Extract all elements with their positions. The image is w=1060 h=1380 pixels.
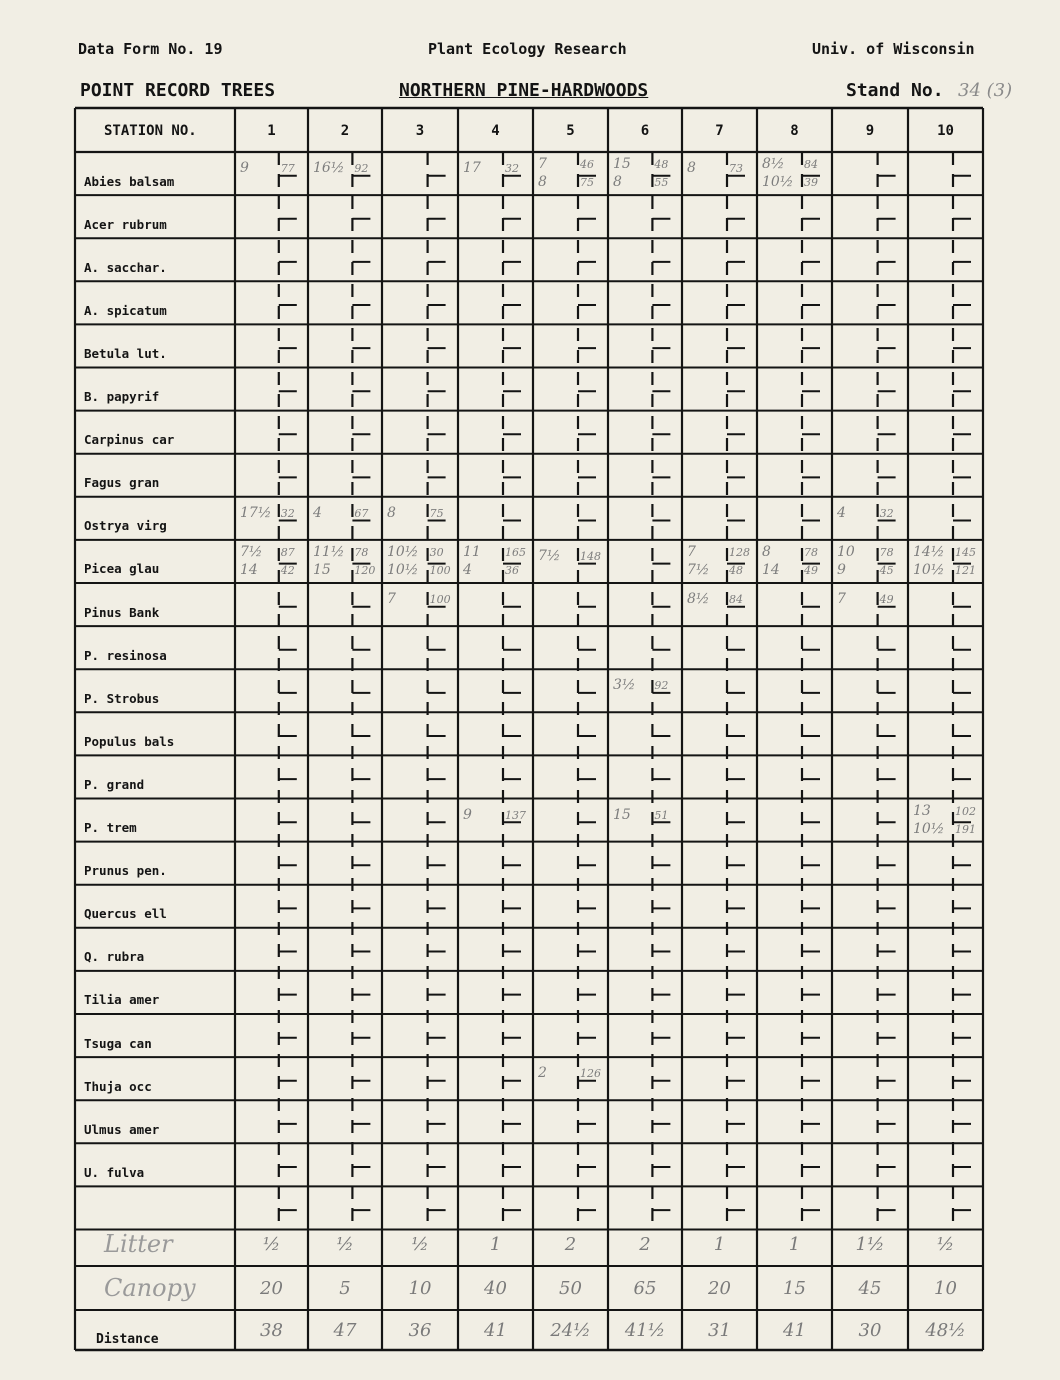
diameter-entry: 17½ [240, 504, 272, 521]
value-entry: 32 [505, 162, 519, 175]
value-entry: 42 [280, 563, 295, 577]
litter-value: 2 [639, 1234, 651, 1255]
species-label: Picea glau [84, 561, 160, 577]
value-entry: 121 [955, 563, 976, 577]
diameter-entry: 15 [613, 156, 631, 172]
species-label: Betula lut. [84, 345, 167, 361]
value-entry: 75 [580, 176, 594, 189]
diameter-entry: 7 [538, 156, 547, 172]
diameter-entry: 4 [837, 504, 846, 521]
stand-number: 34 (3) [958, 80, 1013, 101]
diameter-entry: 10½ [913, 820, 945, 837]
distance-value: 24½ [550, 1320, 591, 1341]
litter-value: 2 [564, 1234, 577, 1255]
value-entry: 128 [729, 545, 750, 559]
value-entry: 92 [354, 162, 369, 175]
station-number: 6 [640, 123, 650, 139]
species-label: Acer rubrum [84, 216, 167, 232]
canopy-value: 50 [559, 1278, 582, 1299]
university: Univ. of Wisconsin [812, 40, 975, 58]
value-entry: 46 [580, 158, 594, 171]
litter-value: 1½ [855, 1234, 885, 1255]
distance-value: 41 [783, 1320, 806, 1341]
value-entry: 49 [879, 593, 894, 606]
species-label: Pinus Bank [84, 604, 160, 620]
canopy-value: 5 [339, 1278, 351, 1299]
canopy-value: 20 [260, 1278, 283, 1299]
value-entry: 55 [654, 176, 669, 189]
litter-value: ½ [336, 1234, 354, 1255]
diameter-entry: 8 [687, 160, 696, 176]
diameter-entry: 13 [913, 802, 931, 819]
diameter-entry: 7 [837, 591, 846, 607]
litter-value: 1 [788, 1234, 801, 1255]
value-entry: 84 [729, 593, 743, 606]
value-entry: 148 [580, 549, 601, 563]
canopy-value: 20 [708, 1278, 731, 1299]
value-entry: 120 [354, 563, 376, 577]
value-entry: 84 [804, 158, 818, 171]
species-label: Thuja occ [84, 1078, 152, 1094]
litter-label: Litter [104, 1230, 173, 1258]
diameter-entry: 7 [687, 543, 696, 560]
value-entry: 78 [879, 545, 894, 559]
value-entry: 78 [354, 545, 369, 559]
species-label: Prunus pen. [84, 863, 167, 879]
diameter-entry: 10½ [387, 561, 419, 578]
station-number: 7 [715, 123, 724, 139]
value-entry: 126 [580, 1067, 601, 1081]
canopy-value: 45 [858, 1278, 882, 1299]
value-entry: 77 [280, 162, 295, 175]
diameter-entry: 9 [240, 160, 249, 176]
diameter-entry: 10½ [387, 543, 419, 560]
species-label: Q. rubra [84, 949, 145, 965]
value-entry: 92 [654, 679, 669, 693]
diameter-entry: 11½ [313, 543, 345, 560]
organization: Plant Ecology Research [428, 40, 627, 58]
stand-label: Stand No. [846, 80, 944, 101]
diameter-entry: 15 [313, 561, 331, 578]
distance-value: 38 [260, 1320, 283, 1341]
value-entry: 32 [280, 506, 295, 520]
station-number: 10 [937, 123, 954, 139]
litter-value: ½ [936, 1234, 955, 1255]
species-label: U. fulva [84, 1164, 145, 1180]
value-entry: 39 [804, 176, 818, 189]
diameter-entry: 3½ [613, 677, 636, 694]
diameter-entry: 9 [837, 561, 846, 578]
species-label: Ostrya virg [84, 518, 167, 534]
species-label: Ulmus amer [84, 1121, 160, 1137]
community-title: NORTHERN PINE-HARDWOODS [399, 80, 649, 101]
litter-value: 1 [713, 1234, 726, 1255]
species-label: Quercus ell [84, 906, 167, 922]
value-entry: 30 [429, 545, 444, 559]
diameter-entry: 14 [240, 561, 258, 578]
canopy-value: 10 [408, 1278, 432, 1299]
value-entry: 45 [879, 563, 894, 577]
diameter-entry: 14 [762, 561, 780, 578]
value-entry: 48 [729, 563, 743, 577]
species-label: Fagus gran [84, 475, 160, 491]
diameter-entry: 10½ [762, 174, 794, 190]
form-number: Data Form No. 19 [78, 40, 223, 58]
canopy-value: 10 [934, 1278, 957, 1299]
diameter-entry: 11 [463, 543, 481, 560]
diameter-entry: 8½ [687, 591, 710, 607]
value-entry: 32 [879, 506, 894, 520]
species-label: Tsuga can [84, 1035, 152, 1051]
diameter-entry: 7½ [240, 543, 263, 560]
distance-value: 41½ [624, 1320, 666, 1341]
species-label: B. papyrif [84, 389, 160, 405]
species-label: Abies balsam [84, 173, 175, 189]
distance-value: 47 [333, 1320, 357, 1341]
value-entry: 73 [729, 162, 743, 175]
station-number: 9 [865, 123, 875, 139]
distance-value: 48½ [925, 1320, 966, 1341]
value-entry: 102 [955, 804, 976, 818]
value-entry: 100 [429, 593, 451, 606]
canopy-label: Canopy [104, 1274, 196, 1302]
value-entry: 137 [505, 808, 526, 822]
value-entry: 36 [505, 563, 519, 577]
diameter-entry: 16½ [313, 160, 345, 176]
diameter-entry: 9 [463, 806, 472, 823]
diameter-entry: 10½ [913, 561, 945, 578]
species-label: P. trem [84, 820, 137, 836]
value-entry: 48 [654, 158, 669, 171]
station-number: 8 [790, 123, 799, 139]
station-number: 4 [491, 123, 500, 139]
value-entry: 87 [280, 545, 295, 559]
species-label: P. Strobus [84, 690, 160, 706]
diameter-entry: 4 [463, 561, 472, 578]
diameter-entry: 14½ [913, 543, 945, 560]
diameter-entry: 8 [613, 174, 622, 190]
diameter-entry: 15 [613, 806, 631, 823]
species-label: P. resinosa [84, 647, 167, 663]
station-number: 1 [267, 123, 276, 139]
diameter-entry: 8 [387, 504, 396, 521]
value-entry: 51 [654, 808, 669, 822]
litter-value: ½ [262, 1234, 281, 1255]
value-entry: 191 [955, 822, 976, 836]
diameter-entry: 4 [313, 504, 322, 521]
canopy-value: 65 [633, 1278, 657, 1299]
litter-value: ½ [411, 1234, 429, 1255]
station-header: STATION NO. [104, 123, 197, 139]
diameter-entry: 10 [837, 543, 855, 560]
diameter-entry: 8½ [762, 156, 785, 172]
distance-value: 31 [708, 1320, 731, 1341]
species-label: P. grand [84, 776, 145, 792]
station-number: 2 [340, 123, 350, 139]
diameter-entry: 8 [762, 543, 771, 560]
diameter-entry: 2 [538, 1065, 547, 1082]
canopy-value: 15 [783, 1278, 806, 1299]
value-entry: 165 [505, 545, 526, 559]
distance-label: Distance [96, 1332, 159, 1347]
species-label: Tilia amer [84, 992, 160, 1008]
value-entry: 75 [429, 506, 444, 520]
value-entry: 100 [429, 563, 451, 577]
canopy-value: 40 [484, 1278, 507, 1299]
value-entry: 145 [955, 545, 976, 559]
distance-value: 36 [408, 1320, 432, 1341]
distance-value: 30 [858, 1320, 882, 1341]
diameter-entry: 7 [387, 591, 396, 607]
value-entry: 78 [804, 545, 818, 559]
species-label: Carpinus car [84, 432, 175, 448]
station-number: 3 [415, 123, 425, 139]
distance-value: 41 [484, 1320, 507, 1341]
diameter-entry: 7½ [538, 547, 561, 564]
species-label: A. sacchar. [84, 259, 167, 275]
species-label: Populus bals [84, 733, 175, 749]
diameter-entry: 17 [463, 160, 481, 176]
diameter-entry: 7½ [687, 561, 710, 578]
diameter-entry: 8 [538, 174, 547, 190]
value-entry: 49 [804, 563, 818, 577]
record-type-title: POINT RECORD TREES [80, 80, 276, 101]
litter-value: 1 [489, 1234, 502, 1255]
species-label: A. spicatum [84, 302, 167, 318]
value-entry: 67 [354, 506, 369, 520]
station-number: 5 [566, 123, 575, 139]
